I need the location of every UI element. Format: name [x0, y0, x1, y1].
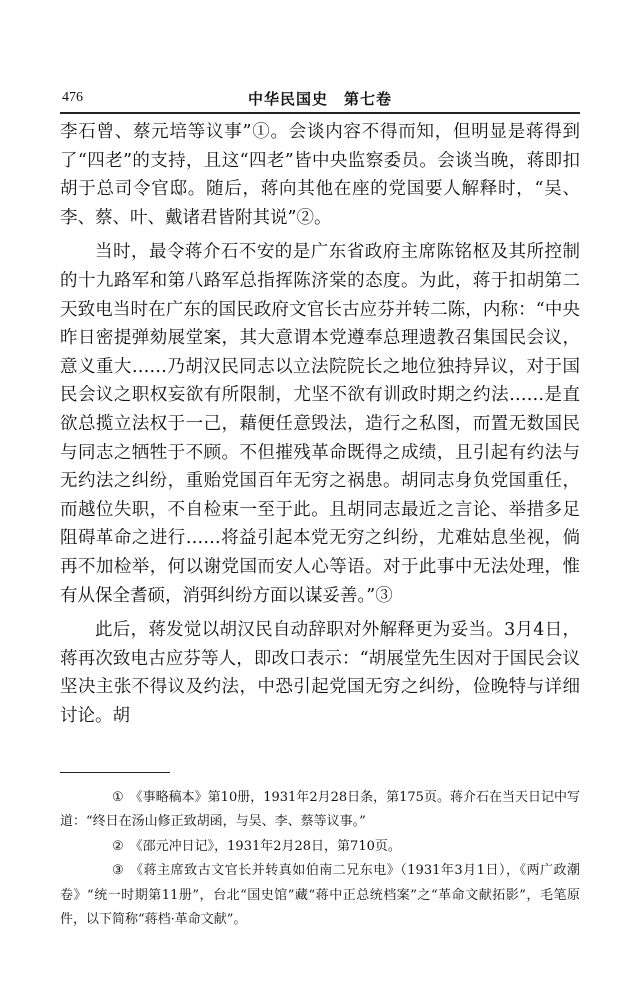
footnote-1 [60, 786, 580, 835]
paragraph-3: 此后，蒋发觉以胡汉民自动辞职对外解释更为妥当。3月4日，蒋再次致电古应芬等人，即改口表示：“胡展堂先生因对于国民会议坚决主张不得议及约法，中恐引起党国无穷之纠纷，俭晚特与详细讨论。胡 [60, 620, 580, 726]
page-header [60, 84, 580, 112]
footnote-marker: ① [112, 790, 124, 805]
footnote-text: 《事略稿本》第10册，1931年2月28日条，第175页。蒋介石在当天日记中写道：“终日在汤山修正致胡函，与吴、李、蔡等议事。” [60, 790, 580, 830]
footnote-text: 《邵元冲日记》，1931年2月28日，第710页。 [129, 838, 401, 854]
page-number: 476 [62, 90, 83, 105]
paragraph-2: 当时，最令蒋介石不安的是广东省政府主席陈铭枢及其所控制的十九路军和第八路军总指挥陈济棠的态度。为此，蒋于扣胡第二天致电当时在广东的国民政府文官长古应芬并转二陈，内称：“中央昨日密提弹劾展堂案，其大意谓本党遵奉总理遗教召集国民会议，意义重大……乃胡汉民同志以立法院院长之地位独持异议，对于国民会议之职权妄欲有所限制，尤坚不欲有训政时期之约法……是直欲总揽立法权于一己，藉便任意毁法，造行之私图，而置无数国民与同志之牺牲于不顾。不但摧残革命既得之成绩，且引起有约法与无约法之纠纷，重贻党国百年无穷之祸患。胡同志身负党国重任，而越位失职，不自检束一至于此。且胡同志最近之言论、举措多足阻碍革命之进行……将益引起本党无穷之纠纷，尤难姑息坐视，倘再不加检举，何以谢党国而安人心等语。对于此事中无法处理，惟有从保全耆硕，消弭纠纷方面以谋妥善。”③ [60, 242, 580, 606]
footnote-text: 《蒋主席致古文官长并转真如伯南二兄东电》（1931年3月1日），《两广政潮卷》“统一时期第11册”，台北“国史馆”藏“蒋中正总统档案”之“革命文献拓影”，毛笔原件，以下简称“蒋档·革命文献”。 [60, 863, 580, 928]
footnotes [60, 786, 580, 932]
footnote-marker: ③ [112, 863, 124, 879]
header-rule [60, 112, 580, 114]
running-title: 中华民国史 第七卷 [247, 90, 392, 108]
footnote-2 [60, 835, 580, 859]
footnote-marker: ② [112, 838, 124, 854]
footnote-rule [60, 772, 170, 773]
body-text [60, 118, 580, 730]
footnote-3 [60, 859, 580, 932]
paragraph-1: 李石曾、蔡元培等议事”①。会谈内容不得而知，但明显是蒋得到了“四老”的支持，且这“四老”皆中央监察委员。会谈当晚，蒋即扣胡于总司令官邸。随后，蒋向其他在座的党国要人解释时，“吴、李、蔡、叶、戴诸君皆附其说”②。 [60, 122, 580, 228]
